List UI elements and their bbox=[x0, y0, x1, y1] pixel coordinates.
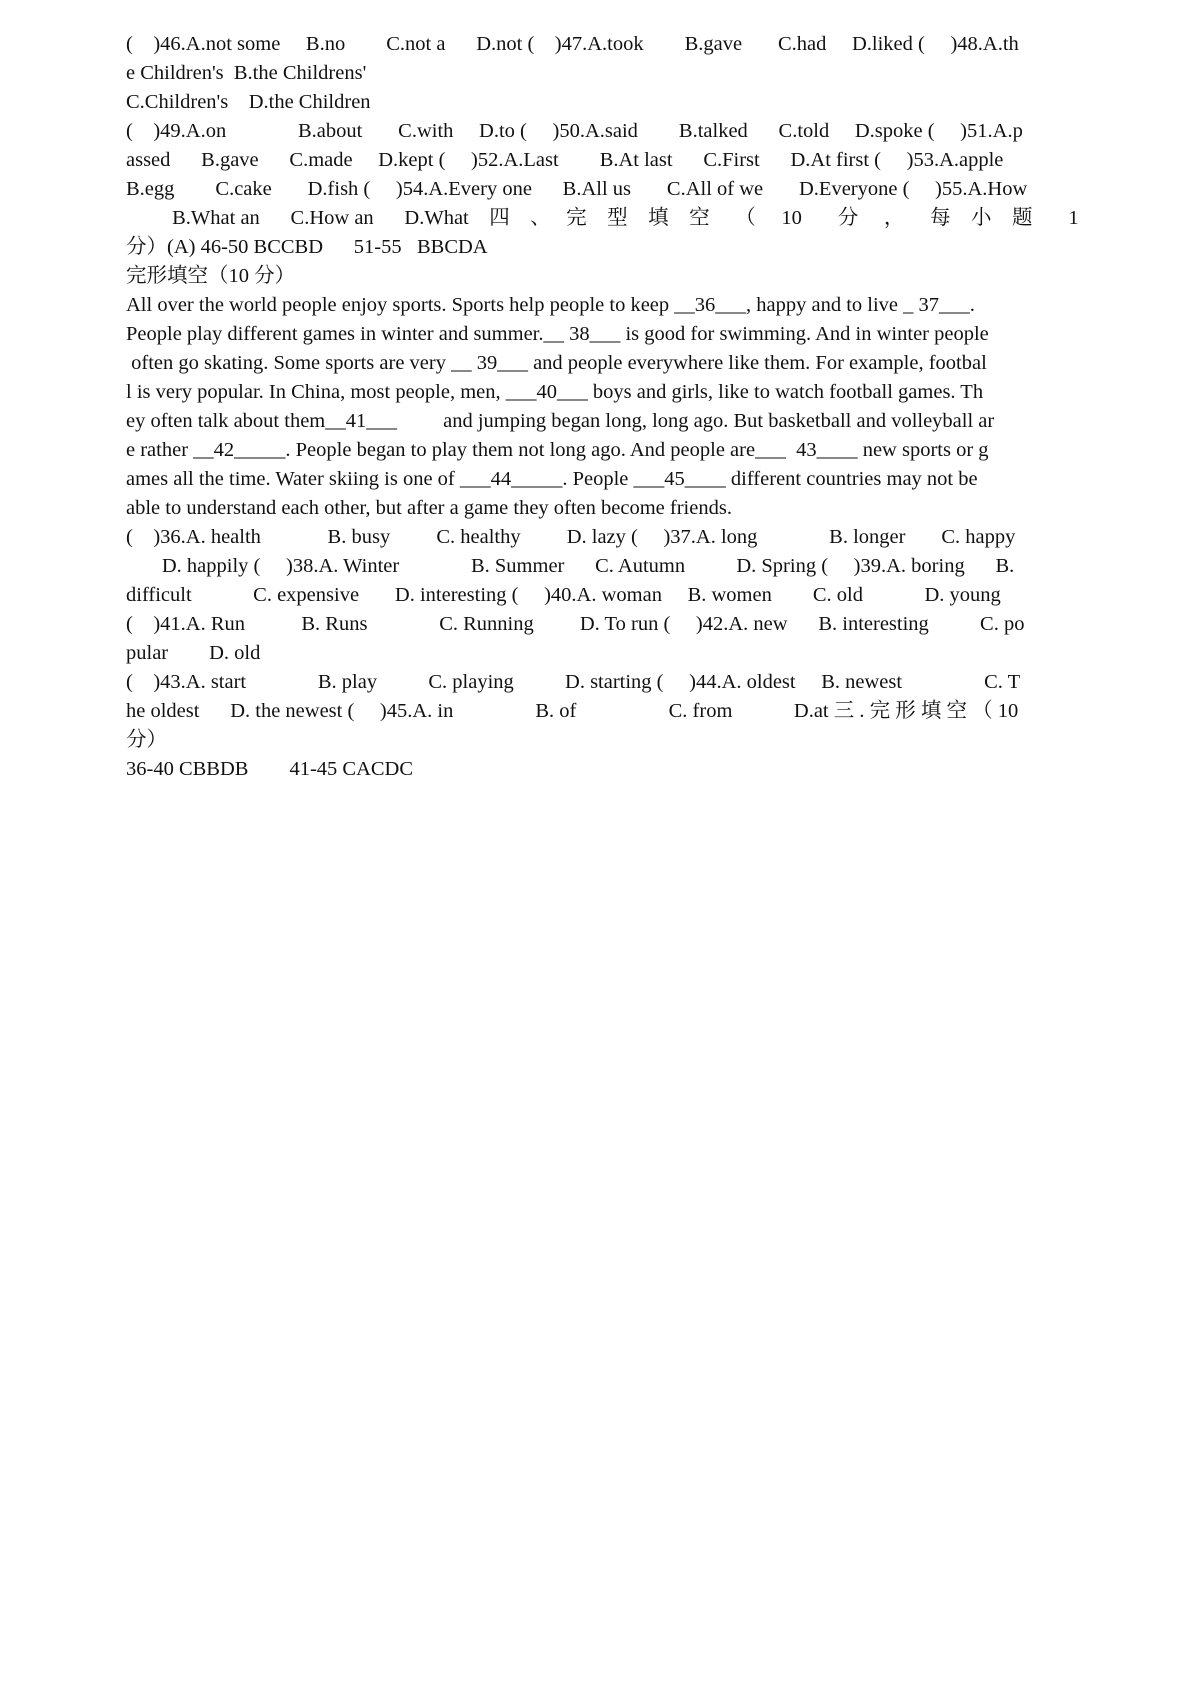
text-line: he oldest D. the newest ( )45.A. in B. of C. from D.at 三 . 完 形 填 空 （ 10 bbox=[126, 700, 1019, 722]
text-line: ( )49.A.on B.about C.with D.to ( )50.A.said B.talked C.told D.spoke ( )51.A.p bbox=[126, 120, 1023, 142]
text-line: l is very popular. In China, most people, men, ___40___ boys and girls, like to watch football games. Th bbox=[126, 381, 984, 403]
text-line: C.Children's D.the Children bbox=[126, 91, 371, 113]
text-line: e Children's B.the Childrens' bbox=[126, 62, 367, 84]
text-line: ( )36.A. health B. busy C. healthy D. lazy ( )37.A. long B. longer C. happy bbox=[126, 526, 1016, 548]
text-line: pular D. old bbox=[126, 642, 261, 664]
text-line: ( )43.A. start B. play C. playing D. starting ( )44.A. oldest B. newest C. T bbox=[126, 671, 1021, 693]
text-line: assed B.gave C.made D.kept ( )52.A.Last B.At last C.First D.At first ( )53.A.apple bbox=[126, 149, 1004, 171]
text-line: D. happily ( )38.A. Winter B. Summer C. Autumn D. Spring ( )39.A. boring B. bbox=[126, 555, 1015, 577]
text-line: difficult C. expensive D. interesting ( )40.A. woman B. women C. old D. young bbox=[126, 584, 1001, 606]
text-line: e rather __42_____. People began to play them not long ago. And people are___ 43____ new sports or g bbox=[126, 439, 989, 461]
text-line: B.egg C.cake D.fish ( )54.A.Every one B.All us C.All of we D.Everyone ( )55.A.How bbox=[126, 178, 1028, 200]
text-line: ( )46.A.not some B.no C.not a D.not ( )47.A.took B.gave C.had D.liked ( )48.A.th bbox=[126, 33, 1019, 55]
text-line: People play different games in winter and summer.__ 38___ is good for swimming. And in winter people bbox=[126, 323, 989, 345]
text-line: ey often talk about them__41___ and jumping began long, long ago. But basketball and volleyball ar bbox=[126, 410, 995, 432]
text-line: ( )41.A. Run B. Runs C. Running D. To run ( )42.A. new B. interesting C. po bbox=[126, 613, 1025, 635]
text-line: able to understand each other, but after a game they often become friends. bbox=[126, 497, 732, 519]
text-line: often go skating. Some sports are very __ 39___ and people everywhere like them. For example, footbal bbox=[126, 352, 987, 374]
text-line: 分）(A) 46-50 BCCBD 51-55 BBCDA bbox=[126, 236, 488, 258]
text-line: All over the world people enjoy sports. Sports help people to keep __36___, happy and to live _ 37___. bbox=[126, 294, 975, 316]
text-line: ames all the time. Water skiing is one of ___44_____. People ___45____ different countries may not be bbox=[126, 468, 978, 490]
text-line: 分） bbox=[126, 729, 167, 751]
section-heading: 完形填空（10 分） bbox=[126, 265, 296, 287]
text-line: B.What an C.How an D.What 四 、 完 型 填 空 （ 10 分 ， 每 小 题 1 bbox=[126, 207, 1079, 229]
answer-key: 36-40 CBBDB 41-45 CACDC bbox=[126, 758, 414, 780]
